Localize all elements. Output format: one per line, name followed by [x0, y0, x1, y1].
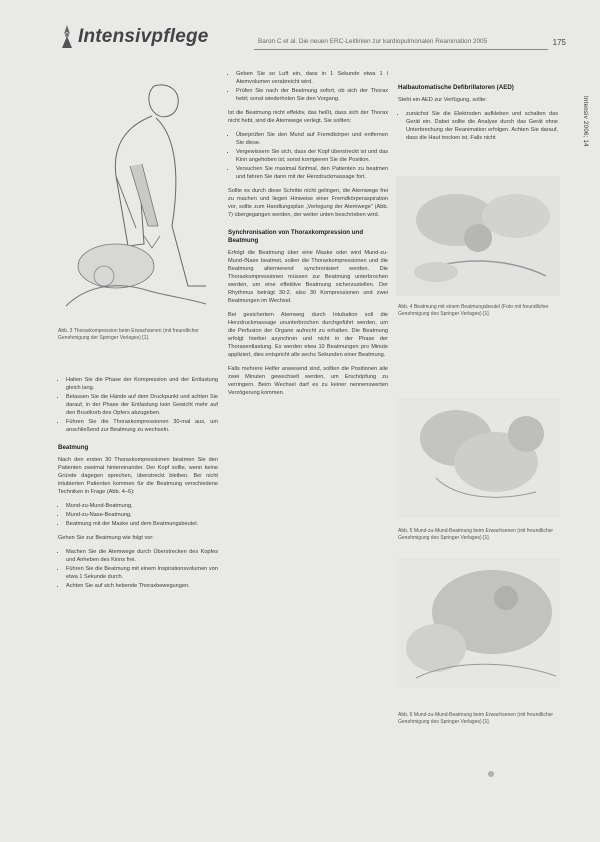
- airway-check-list: [228, 131, 388, 181]
- list-item: • Versuchen Sie maximal fünfmal, den Patienten zu beatmen und fahren Sie dann mit der Herzdruckmassage fort.: [236, 165, 388, 181]
- list-item: • Beatmung mit der Maske und dem Beatmungsbeutel.: [66, 520, 218, 528]
- list-item: • Prüfen Sie nach der Beatmung sofort, ob sich der Thorax hebt; sonst wiederholen Sie den Vorgang.: [236, 87, 388, 103]
- list-item: • zunächst Sie die Elektroden aufkleben und schalten das Gerät ein. Dabei sollte die Analyse durch das Gerät ohne Unterbrechung der Reanimation erfolgen. Achten Sie darauf, dass die Haut trocken ist. Falls nicht: [406, 110, 558, 142]
- ventilation-continued-list: [228, 70, 388, 103]
- paragraph: Erfolgt die Beatmung über eine Maske oder wird Mund-zu-Mund-/Nase beatmet, sollen die Thoraxkompressionen und die Beatmung alternierend synchronisiert werden. Die Thoraxkompressionen müssen zur Beatmung unterbrochen werden, um eine effektive Beatmung sicherzustellen. Der Rhythmus beträgt 30:2, also 30 Kompressionen und zwei Beatmungen im Wechsel.: [228, 250, 388, 304]
- list-item: • Führen Sie die Beatmung mit einem Inspirationsvolumen von etwa 1 Sekunde durch.: [66, 565, 218, 581]
- article-citation: Baron C et al. Die neuen ERC-Leitlinien zur kardiopulmonalen Reanimation 2005: [258, 38, 488, 45]
- compression-bullets: [58, 376, 218, 434]
- list-item: • Überprüfen Sie den Mund auf Fremdkörper und entfernen Sie diese.: [236, 131, 388, 147]
- figure-3-caption: Abb. 3 Thoraxkompression beim Erwachsenen (mit freundlicher Genehmigung der Springer Verlages) [1].: [58, 328, 199, 341]
- side-journal-tag: Intensiv 2006; 14: [582, 96, 588, 147]
- aed-steps-list: [398, 110, 558, 142]
- section-heading-aed: Halbautomatische Defibrillatoren (AED): [398, 84, 514, 91]
- column-2: [228, 70, 388, 403]
- page-number: 175: [552, 38, 566, 47]
- paragraph: Falls mehrere Helfer anwesend sind, sollten die Positionen alle zwei Minuten gewechselt werden, um Erschöpfung zu verringern. Beim Wechsel darf es zu keiner nennenswerten Verzögerung kommen.: [228, 366, 388, 396]
- paragraph: Nach den ersten 30 Thoraxkompressionen beatmen Sie den Patienten zweimal hintereinander. Der Kopf sollte, wenn keine Gründe dagegen sprechen, überstreckt bleiben. Bei nicht intubierten Patienten kommen für die Beatmung verschiedene Techniken in Frage (Abb. 4–6):: [58, 457, 218, 495]
- figure-5-image: [396, 398, 560, 518]
- journal-logo-icon: [58, 24, 76, 50]
- figure-6-caption: Abb. 6 Mund-zu-Mund-Beatmung beim Erwachsenen (mit freundlicher Genehmigung des Springer Verlages) [1].: [398, 712, 554, 725]
- header-rule: [254, 49, 548, 50]
- list-item: • Mund-zu-Mund-Beatmung,: [66, 502, 218, 510]
- section-heading-synchronisation: Synchronisation von Thoraxkompression und Beatmung: [228, 229, 364, 244]
- list-item: • Halten Sie die Phase der Kompression und der Entlastung gleich lang.: [66, 376, 218, 392]
- figure-4-caption: Abb. 4 Beatmung mit einem Beatmungsbeutel (Foto mit freundlicher Genehmigung des Springer Verlages) [1].: [398, 304, 549, 317]
- ventilation-techniques-list: [58, 502, 218, 528]
- list-item: • Achten Sie auf sich hebende Thoraxbewegungen.: [66, 582, 218, 590]
- journal-brand: Intensivpflege: [78, 26, 209, 47]
- scan-artifact: [488, 771, 494, 777]
- list-item: • Führen Sie die Thoraxkompressionen 30-mal aus, um anschließend zur Beatmung zu wechseln.: [66, 418, 218, 434]
- paragraph: Gehen Sie zur Beatmung wie folgt vor:: [58, 535, 154, 541]
- paragraph: Bei gesichertem Atemweg durch Intubation soll die Herzdruckmassage ununterbrochen durchgeführt werden, um die Perfusion der Organe aufrecht zu erhalten. Die Beatmung erfolgt hierbei asynchron und nicht in der Phase der Thoraxentlastung. Es werden etwa 10 Beatmungen pro Minute appliziert, dies entspricht alle sechs Sekunden einer Beatmung.: [228, 312, 388, 358]
- list-item: • Belassen Sie die Hände auf dem Druckpunkt und achten Sie darauf, in der Phase der Entlastung kein Gewicht mehr auf den Brustkorb des Opfers abzugeben.: [66, 393, 218, 417]
- ventilation-steps-list: [58, 548, 218, 590]
- figure-6-image: [396, 558, 560, 688]
- list-item: • Geben Sie so Luft ein, dass in 1 Sekunde etwa 1 l Atemvolumen verabreicht wird.: [236, 70, 388, 86]
- list-item: • Machen Sie die Atemwege durch Überstrecken des Kopfes und Anheben des Kinns frei.: [66, 548, 218, 564]
- list-item: • Vergewissern Sie sich, dass der Kopf überstreckt ist und das Kinn angehoben ist; sonst korrigieren Sie die Position.: [236, 148, 388, 164]
- paragraph: Steht ein AED zur Verfügung, sollte:: [398, 97, 487, 103]
- figure-3-image: [56, 76, 220, 314]
- running-header: [46, 22, 578, 52]
- column-1: [58, 376, 218, 596]
- paragraph: Sollte es durch diese Schritte nicht gelingen, die Atemwege frei zu machen und liegen Hinweise einer Fremdkörperaspiration vor, sollte zum Handlungsplan „Verlegung der Atemwege“ (Abb. 7) übergegangen werden, der weiter unten beschrieben wird.: [228, 188, 388, 218]
- figure-5-caption: Abb. 5 Mund-zu-Mund-Beatmung beim Erwachsenen (mit freundlicher Genehmigung des Springer Verlages) [1].: [398, 528, 554, 541]
- column-3: [398, 84, 558, 148]
- figure-4-image: [396, 176, 560, 296]
- paragraph: Ist die Beatmung nicht effektiv, das heißt, dass sich der Thorax nicht hebt, sind die Atemwege verlegt. Sie sollten:: [228, 110, 388, 124]
- section-heading-beatmung: Beatmung: [58, 444, 89, 451]
- list-item: • Mund-zu-Nase-Beatmung,: [66, 511, 218, 519]
